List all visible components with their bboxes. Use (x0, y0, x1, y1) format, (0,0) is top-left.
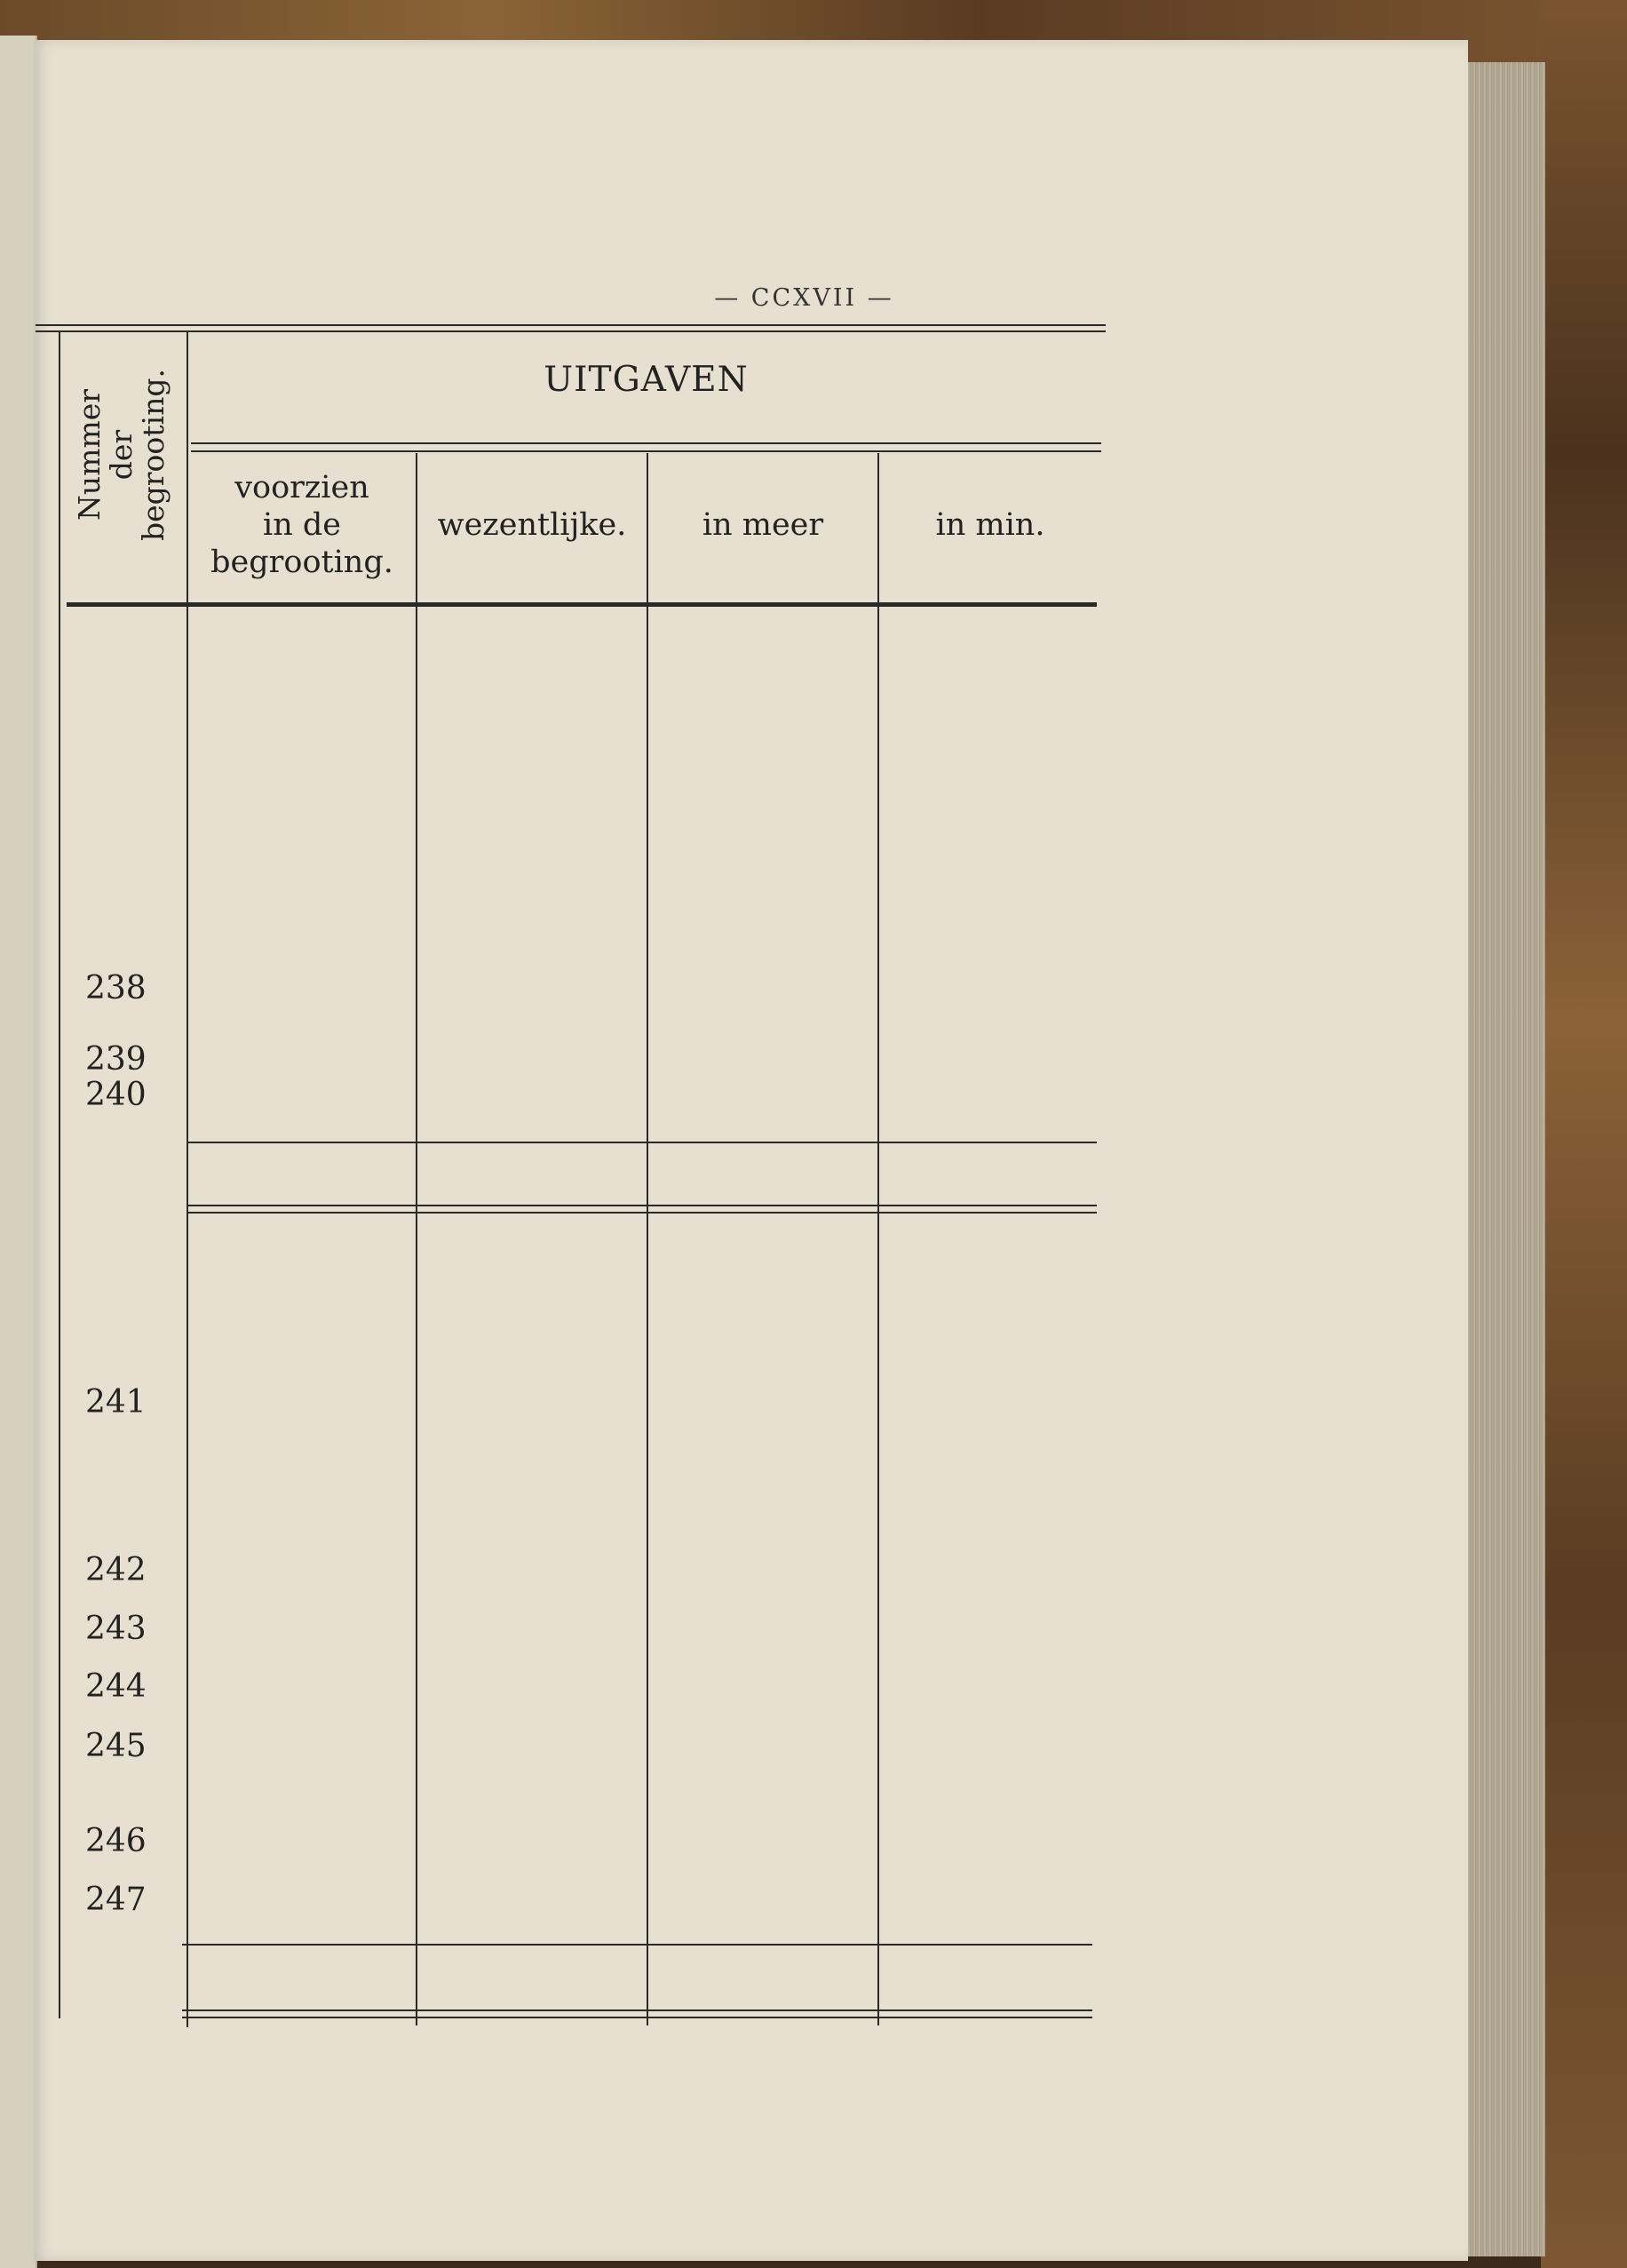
header-voorzien: voorzien in de begrooting. (210, 470, 393, 580)
col-line-4 (877, 453, 879, 2025)
header-in-meer: in meer (702, 507, 824, 543)
header-wezentlijke: wezentlijke. (437, 507, 627, 543)
subtotal-double-rule-1b (187, 1212, 1097, 1214)
subtotal-rule-1 (187, 1142, 1097, 1143)
row-number: 246 (85, 1823, 147, 1859)
row-number: 238 (85, 970, 147, 1007)
subtotal-rule-2 (182, 1944, 1092, 1946)
table-top-rule (36, 324, 1106, 326)
facing-page-edge (0, 36, 37, 2268)
group-rule (191, 442, 1101, 444)
col-line-1 (187, 330, 188, 2027)
header-uitgaven: UITGAVEN (544, 360, 749, 400)
row-number: 241 (85, 1384, 147, 1420)
page-number: — CCXVII — (714, 284, 894, 312)
row-number: 240 (85, 1077, 147, 1113)
col-line-2 (416, 453, 417, 2025)
header-bottom-rule (67, 602, 1097, 607)
row-number: 243 (85, 1611, 147, 1647)
subtotal-double-rule-2b (182, 2017, 1092, 2018)
group-rule-2 (191, 450, 1101, 452)
table-top-rule-2 (36, 330, 1106, 332)
left-border (59, 330, 60, 2018)
page-edges (1465, 62, 1545, 2256)
header-in-min: in min. (935, 507, 1045, 543)
header-nummer: Nummer der begrooting. (72, 369, 171, 541)
row-number: 242 (85, 1552, 147, 1588)
row-number: 245 (85, 1728, 147, 1764)
row-number: 244 (85, 1668, 147, 1705)
row-number: 247 (85, 1882, 147, 1918)
subtotal-double-rule-2a (182, 2009, 1092, 2011)
subtotal-double-rule-1a (187, 1205, 1097, 1206)
col-line-3 (647, 453, 648, 2025)
row-number: 239 (85, 1041, 147, 1078)
book-cover-right (1541, 0, 1627, 2268)
